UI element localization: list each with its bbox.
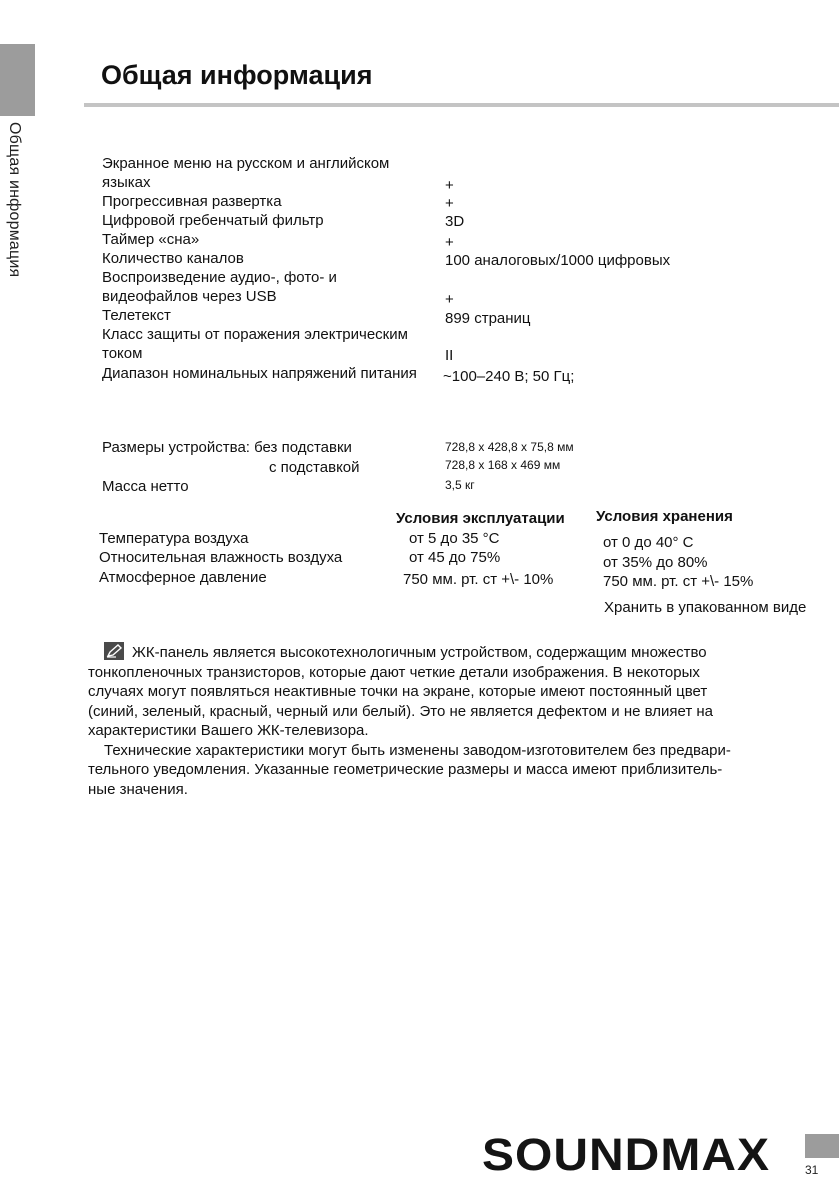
brand-logo: SOUNDMAX: [482, 1130, 771, 1181]
spec-label-channels: Количество каналов: [102, 250, 244, 267]
spec-label-comb-filter: Цифровой гребенчатый фильтр: [102, 212, 324, 229]
title-divider: [84, 103, 839, 107]
condition-label-humidity: Относительная влажность воздуха: [99, 549, 343, 566]
spec-change-text-1: Технические характеристики могут быть изменены заводом-изготовителем без предвари-: [104, 741, 731, 759]
spec-change-text-2: тельного уведомления. Указанные геометрические размеры и масса имеют приблизитель-: [88, 761, 723, 778]
lcd-note-text-2: тонкопленочных транзисторов, которые дают четкие детали изображения. В некоторых: [88, 663, 700, 681]
spec-value-sleep-timer: +: [445, 234, 454, 251]
operation-conditions-header: Условия эксплуатации: [396, 510, 565, 527]
spec-label-osd-2: языках: [102, 174, 151, 191]
page-corner-marker: [805, 1134, 839, 1158]
condition-storage-temperature: от 0 до 40° C: [603, 534, 694, 551]
dimensions-label: Размеры устройства: без подставки: [102, 439, 352, 456]
spec-value-usb: +: [445, 291, 454, 308]
spec-value-progressive: +: [445, 195, 454, 212]
spec-label-osd-1: Экранное меню на русском и английском: [102, 155, 390, 172]
side-tab-marker: [0, 44, 35, 116]
condition-operation-temperature: от 5 до 35 °C: [409, 530, 500, 547]
page-number: 31: [805, 1163, 819, 1177]
lcd-note-paragraph: [88, 642, 788, 799]
dimensions-value-no-stand: 728,8 x 428,8 x 75,8 мм: [445, 440, 574, 454]
spec-value-osd: +: [445, 177, 454, 194]
spec-change-text-3: ные значения.: [88, 780, 188, 798]
spec-label-sleep-timer: Таймер «сна»: [102, 231, 200, 248]
spec-value-teletext: 899 страниц: [445, 310, 531, 327]
condition-operation-pressure: 750 мм. рт. ст +\- 10%: [403, 571, 554, 588]
spec-value-protection: II: [445, 347, 454, 364]
net-weight-value: 3,5 кг: [445, 478, 475, 492]
spec-label-usb-1: Воспроизведение аудио-, фото- и: [102, 269, 337, 286]
lcd-note-text-3: случаях могут появляться неактивные точки на экране, которые имеют постоянный цвет: [88, 683, 708, 700]
dimensions-label-with-stand: с подставкой: [269, 459, 360, 476]
condition-storage-humidity: от 35% до 80%: [603, 554, 708, 571]
storage-conditions-header: Условия хранения: [596, 508, 733, 525]
condition-label-temperature: Температура воздуха: [99, 530, 249, 547]
spec-value-voltage: ~100–240 В; 50 Гц;: [443, 368, 575, 385]
condition-label-pressure: Атмосферное давление: [99, 569, 267, 586]
spec-label-teletext: Телетекст: [102, 307, 171, 324]
spec-label-protection-1: Класс защиты от поражения электрическим: [102, 326, 408, 343]
side-tab-label: Общая информация: [6, 122, 23, 278]
lcd-note-line: [88, 642, 788, 663]
condition-operation-humidity: от 45 до 75%: [409, 549, 501, 566]
lcd-note-text-5: характеристики Вашего ЖК-телевизора.: [88, 722, 369, 739]
page-title: Общая информация: [101, 60, 373, 90]
net-weight-label: Масса нетто: [102, 478, 189, 495]
spec-label-voltage: Диапазон номинальных напряжений питания: [102, 365, 417, 382]
spec-value-channels: 100 аналоговых/1000 цифровых: [445, 252, 671, 269]
spec-label-usb-2: видеофайлов через USB: [102, 288, 277, 305]
condition-storage-pressure: 750 мм. рт. ст +\- 15%: [603, 573, 754, 590]
spec-label-progressive: Прогрессивная развертка: [102, 193, 282, 210]
storage-note: Хранить в упакованном виде: [604, 599, 807, 616]
spec-value-comb-filter: 3D: [445, 213, 465, 230]
dimensions-value-with-stand: 728,8 x 168 x 469 мм: [445, 458, 561, 472]
lcd-note-text-4: (синий, зеленый, красный, черный или белый). Это не является дефектом и не влияет на: [88, 702, 714, 720]
lcd-note-text-1: ЖК-панель является высокотехнологичным устройством, содержащим множество: [132, 644, 707, 661]
spec-label-protection-2: током: [102, 345, 143, 362]
pencil-note-icon: [104, 642, 124, 660]
